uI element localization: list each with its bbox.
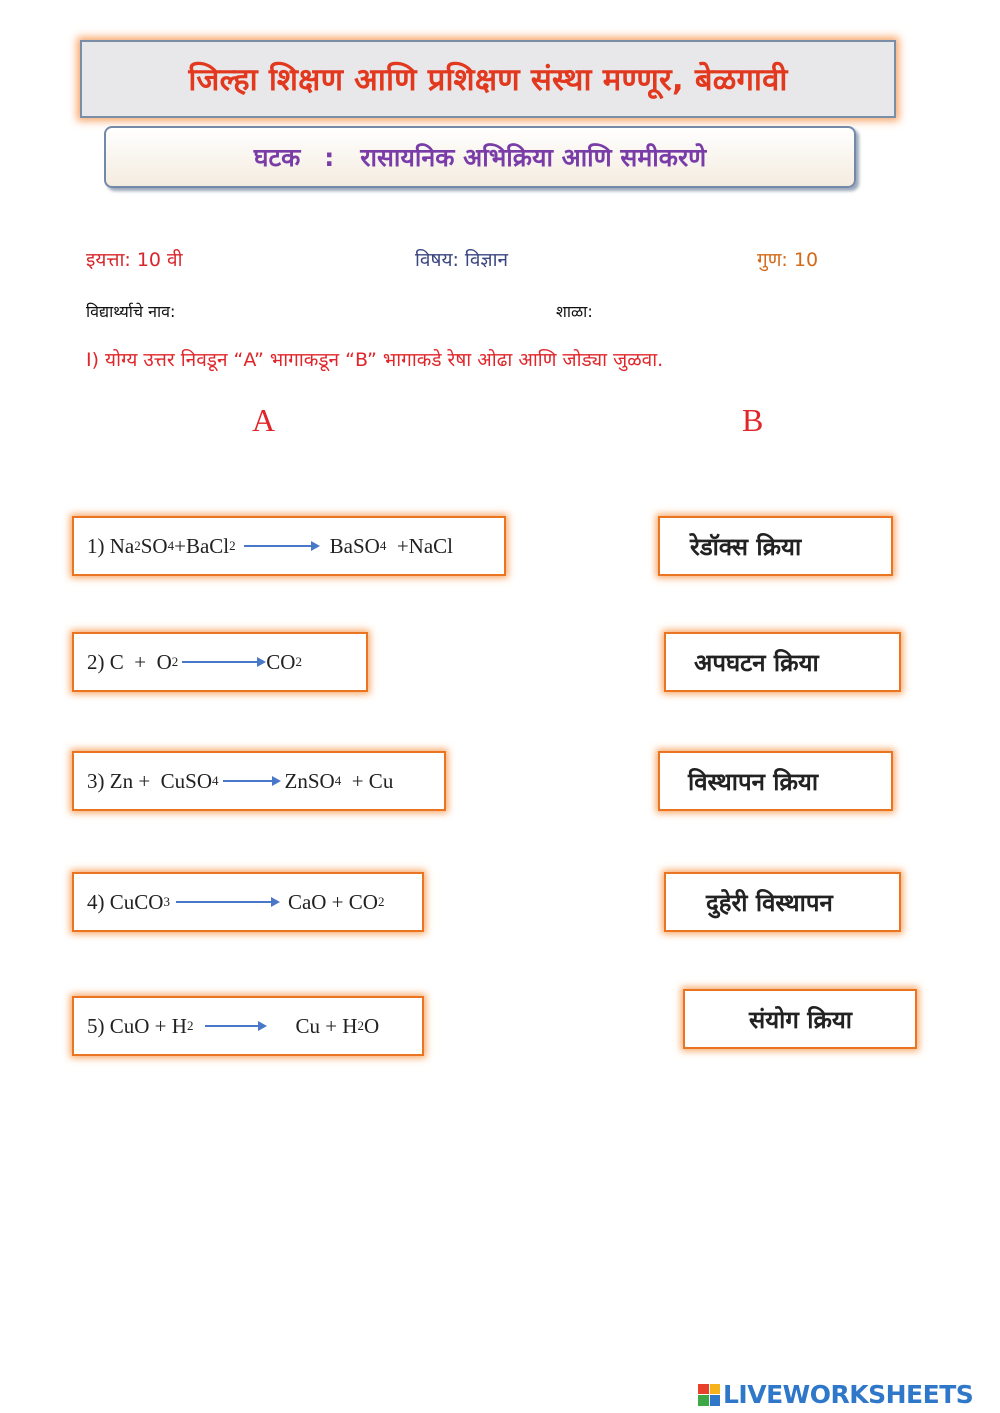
liveworksheets-logo [698, 1380, 973, 1409]
equation-3[interactable]: 3) Zn + CuSO 4 ZnSO 4 + Cu [72, 751, 446, 811]
answer-double-displacement[interactable]: दुहेरी विस्थापन [664, 872, 901, 932]
subject-label: विषय: विज्ञान [415, 249, 509, 271]
reaction-arrow-icon [176, 901, 278, 903]
unit-banner [104, 126, 856, 188]
equation-4[interactable]: 4) CuCO 3 CaO + CO 2 [72, 872, 424, 932]
answer-redox[interactable]: रेडॉक्स क्रिया [658, 516, 893, 576]
logo-text: LIVEWORKSHEETS [723, 1380, 974, 1409]
column-a-heading: A [252, 402, 276, 438]
marks-label: गुण: 10 [757, 249, 819, 271]
unit-label: घटक [253, 143, 301, 172]
liveworksheets-icon [698, 1384, 720, 1406]
answer-displacement[interactable]: विस्थापन क्रिया [658, 751, 893, 811]
standard-label: इयत्ता: 10 वी [86, 249, 183, 271]
answer-combination[interactable]: संयोग क्रिया [683, 989, 917, 1049]
institute-title: जिल्हा शिक्षण आणि प्रशिक्षण संस्था मण्णूर, बेळगावी [188, 62, 788, 98]
school-field[interactable]: शाळा: [556, 302, 593, 321]
answer-decomposition[interactable]: अपघटन क्रिया [664, 632, 901, 692]
reaction-arrow-icon [182, 661, 264, 663]
reaction-arrow-icon [223, 780, 279, 782]
equation-5[interactable]: 5) CuO + H 2 Cu + H 2 O [72, 996, 424, 1056]
equation-1[interactable]: 1) Na 2 SO 4 +BaCl 2 BaSO 4 +NaCl [72, 516, 506, 576]
reaction-arrow-icon [244, 545, 318, 547]
column-b-heading: B [742, 402, 764, 438]
institute-header [80, 40, 896, 118]
student-name-field[interactable]: विद्यार्थ्याचे नाव: [86, 302, 176, 321]
unit-title: रासायनिक अभिक्रिया आणि समीकरणे [360, 143, 707, 172]
reaction-arrow-icon [205, 1025, 265, 1027]
unit-separator: : [324, 142, 335, 172]
equation-2[interactable]: 2) C + O 2 CO 2 [72, 632, 368, 692]
question-instruction: I) योग्य उत्तर निवडून “A” भागाकडून “B” भागाकडे रेषा ओढा आणि जोड्या जुळवा. [86, 349, 664, 371]
